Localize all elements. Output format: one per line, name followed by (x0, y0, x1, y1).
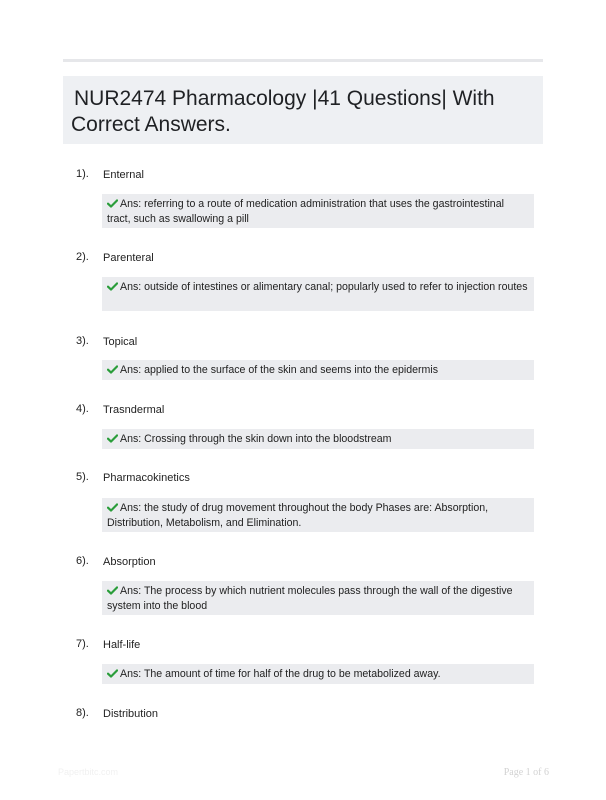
question-term: Enternal (103, 169, 144, 181)
check-icon (107, 586, 118, 595)
answer-box (102, 277, 534, 311)
question-number: 2). (76, 251, 89, 263)
question-number: 6). (76, 555, 89, 567)
question-term: Half-life (103, 639, 141, 651)
title-banner (63, 76, 543, 144)
answer-box (102, 581, 534, 615)
answer-box (102, 194, 534, 228)
answer-text: Ans: Crossing through the skin down into the bloodstream (120, 433, 392, 445)
check-icon (107, 365, 118, 374)
question-number: 7). (76, 638, 89, 650)
question-term: Topical (103, 336, 138, 348)
check-icon (107, 434, 118, 443)
check-icon (107, 199, 118, 208)
question-number: 8). (76, 707, 89, 719)
top-divider (63, 59, 543, 62)
question-number: 1). (76, 168, 89, 180)
answer-text: Ans: outside of intestines or alimentary canal; popularly used to refer to injection routes (120, 281, 528, 293)
page-title (71, 86, 533, 138)
page-indicator: Page 1 of 6 (503, 767, 549, 778)
answer-text: Ans: referring to a route of medication administration that uses the gastrointestinal tract, such as swallowing a pill (107, 198, 504, 225)
question-number: 3). (76, 335, 89, 347)
question-term: Absorption (103, 556, 156, 568)
check-icon (107, 669, 118, 678)
footer-watermark: Papertbitc.com (58, 767, 119, 777)
question-term: Distribution (103, 708, 159, 720)
question-number: 4). (76, 403, 89, 415)
answer-box (102, 429, 534, 449)
answer-box (102, 360, 534, 380)
question-term: Trasndermal (103, 404, 165, 416)
answer-text: Ans: The amount of time for half of the drug to be metabolized away. (120, 668, 441, 680)
answer-text: Ans: the study of drug movement throughout the body Phases are: Absorption, Distribution, Metabolism, and Elimination. (107, 502, 489, 529)
page-title-line2: Correct Answers. (71, 113, 231, 136)
answer-text: Ans: The process by which nutrient molecules pass through the wall of the digestive system into the blood (107, 585, 513, 612)
question-number: 5). (76, 471, 89, 483)
check-icon (107, 282, 118, 291)
answer-box (102, 498, 534, 532)
answer-text: Ans: applied to the surface of the skin and seems into the epidermis (120, 364, 438, 376)
page-title-line1: NUR2474 Pharmacology |41 Questions| With (74, 87, 495, 110)
question-term: Pharmacokinetics (103, 472, 190, 484)
check-icon (107, 503, 118, 512)
answer-box (102, 664, 534, 684)
question-term: Parenteral (103, 252, 154, 264)
